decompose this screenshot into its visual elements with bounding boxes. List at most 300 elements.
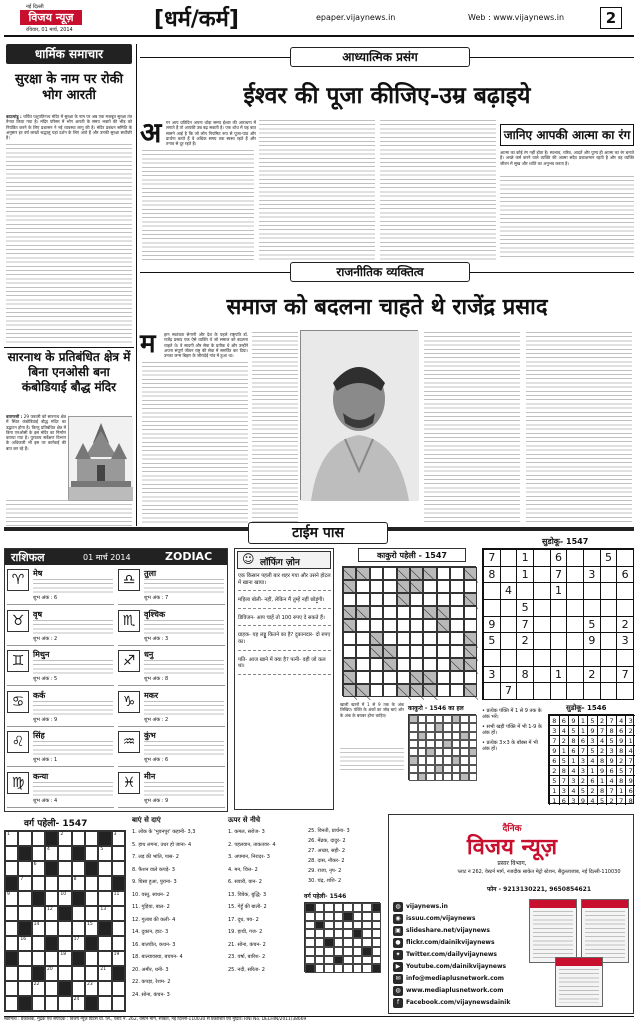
promo-link-row[interactable] (393, 997, 523, 1009)
horoscope-sign (7, 770, 114, 808)
down-clue: 2. पहलवान, ताकतवर- 4 (228, 841, 276, 848)
crossword-block (5, 951, 18, 966)
section-name: धर्म/कर्म (164, 7, 229, 32)
kakuro-cell (450, 567, 463, 580)
kakuro-answer-cell (469, 740, 478, 748)
sudoku-cell (566, 632, 583, 649)
kakuro-clue-cell (343, 567, 356, 580)
kakuro-answer-cell (469, 715, 478, 723)
sign-text (33, 660, 113, 674)
crossword-answer-cell (353, 938, 363, 947)
sudoku-answer-cell: 7 (606, 785, 616, 795)
sign-text (33, 782, 113, 796)
crossword-answer-title: वर्ग पहेली- 1546 (304, 893, 347, 900)
crossword-cell (32, 876, 45, 891)
crossword-cell (58, 831, 71, 846)
crossword-answer-cell (305, 921, 315, 930)
political-body: हान स्वतंत्रता सेनानी और देश के पहले राष्ट्रपति डॉ. राजेंद्र प्रसाद एक ऐसे व्यक्ति थे जो समाज को बदलना चाहते थे। वे सादगी और सेवा के प्रतीक थे और उन्होंने अपना संपूर्ण जीवन राष्ट्र की सेवा में समर्पित कर दिया। उनका जन्म बिहार के जीरादेई गांव में हुआ था। (164, 332, 248, 359)
promo-link-text: www.mediaplusnetwork.com (406, 987, 504, 994)
sudoku-cell (500, 566, 517, 583)
sudoku-answer-cell: 6 (616, 725, 626, 735)
kakuro-answer-cell (426, 715, 435, 723)
sudoku-answer-cell: 6 (587, 775, 597, 785)
sudoku-cell: 3 (583, 566, 600, 583)
soul-color-headline: जानिए आपकी आत्मा का रंग (503, 128, 631, 142)
promo-link-row[interactable] (393, 973, 523, 985)
crossword-cell (112, 951, 125, 966)
crossword-cell (72, 921, 85, 936)
spiritual-body: गर आप प्रतिदिन अपना थोड़ा समय ईश्वर की आराधना में लगाते हैं तो आपकी उम्र बढ़ सकती है। एक शोध में यह बात सामने आई है कि जो लोग नियमित रूप से पूजा-पाठ और प्रार्थना करते हैं वे अधिक समय तक स्वस्थ रहते हैं और तनाव से दूर रहते हैं। (166, 120, 256, 147)
sudoku-cell: 8 (516, 666, 533, 683)
sudoku-answer-cell: 1 (559, 745, 569, 755)
crossword-answer-cell (362, 956, 372, 965)
sudoku-answer-title: सुडोकू- 1546 (566, 704, 607, 712)
left-column (4, 44, 134, 526)
crossword-answer-cell (315, 938, 325, 947)
kakuro-cell (437, 593, 450, 606)
email-icon: ✉ (393, 974, 403, 984)
sudoku-cell: 9 (483, 616, 500, 633)
sudoku-cell (533, 599, 550, 616)
sudoku-cell: 9 (583, 632, 600, 649)
epaper-url[interactable]: epaper.vijaynews.in (316, 13, 396, 22)
sudoku-answer-cell: 7 (559, 775, 569, 785)
kakuro-clue-cell (464, 645, 477, 658)
kakuro-answer-cell (469, 773, 478, 781)
rajendra-prasad-photo (300, 330, 418, 500)
sign-text (144, 620, 224, 634)
sudoku-cell (533, 649, 550, 666)
crossword-cell (45, 996, 58, 1011)
sudoku-answer-cell: 6 (625, 785, 635, 795)
sudoku-answer-cell: 6 (559, 795, 569, 805)
crossword-number: 23 (87, 982, 93, 987)
kakuro-cell (356, 580, 369, 593)
horoscope-sign (7, 729, 114, 767)
crossword-answer-cell (372, 921, 382, 930)
sudoku-answer-cell: 7 (597, 725, 607, 735)
spiritual-headline: ईश्वर की पूजा कीजिए-उम्र बढ़ाइये (243, 83, 531, 109)
kakuro-answer-clue (435, 723, 444, 731)
crossword-cell (58, 966, 71, 981)
sudoku-cell: 6 (550, 549, 567, 566)
sudoku-answer-cell: 5 (549, 775, 559, 785)
crossword-cell (98, 891, 111, 906)
crossword-answer-cell (343, 921, 353, 930)
across-clue: 11. गुड़िया, बाल- 2 (132, 904, 170, 910)
web-url[interactable]: Web : www.vijaynews.in (468, 13, 565, 22)
kakuro-answer-cell (443, 732, 452, 740)
crossword-cell (58, 921, 71, 936)
kakuro-answer-cell (426, 740, 435, 748)
horoscope-sign (118, 729, 225, 767)
article-sarnath-filler (6, 500, 132, 526)
section-title (154, 7, 239, 33)
political-body-col1 (142, 362, 248, 524)
kakuro-clue-cell (343, 658, 356, 671)
sudoku-answer-cell: 3 (549, 725, 559, 735)
kakuro-clue-cell (464, 567, 477, 580)
crossword-answer-cell (362, 903, 372, 912)
sign-name: धनु (144, 650, 154, 659)
kakuro-clue-cell (464, 593, 477, 606)
crossword-number: 15 (87, 922, 93, 927)
sudoku-answer-cell: 6 (578, 735, 588, 745)
sudoku-cell (566, 549, 583, 566)
crossword-answer-cell (305, 912, 315, 921)
crossword-answer-cell (362, 964, 372, 973)
crossword-cell (58, 951, 71, 966)
kakuro-cell (383, 684, 396, 697)
crossword-cell (98, 876, 111, 891)
crossword-title: वर्ग पहेली- 1547 (24, 819, 88, 829)
article-security-filler (6, 144, 132, 344)
sudoku-answer-cell: 3 (625, 715, 635, 725)
crossword-answer-cell (324, 964, 334, 973)
kakuro-cell (356, 658, 369, 671)
zodiac-8-icon: ♏ (118, 610, 140, 632)
sudoku-cell: 8 (483, 566, 500, 583)
sudoku-rule: • प्रत्येक पंक्ति में 1 से 9 तक के अंक भरें। (482, 708, 542, 721)
sign-text (33, 579, 113, 593)
kakuro-cell (356, 671, 369, 684)
sudoku-cell (500, 616, 517, 633)
kakuro-answer-cell (409, 765, 418, 773)
spiritual-section-banner: आध्यात्मिक प्रसंग (290, 47, 470, 67)
kakuro-cell (356, 593, 369, 606)
crossword-answer-cell (353, 921, 363, 930)
kakuro-cell (423, 658, 436, 671)
crossword-answer-cell (353, 956, 363, 965)
kakuro-title: काकुरो पहेली - 1547 (358, 548, 466, 562)
promo-link-row[interactable] (393, 913, 523, 925)
crossword-answer-cell (305, 947, 315, 956)
sudoku-answer-cell: 3 (568, 795, 578, 805)
soul-color-filler (500, 176, 634, 260)
political-body-col3 (424, 332, 520, 522)
sudoku-cell (500, 599, 517, 616)
sudoku-answer-cell: 7 (606, 715, 616, 725)
kakuro-answer-clue (469, 748, 478, 756)
sudoku-cell (600, 566, 617, 583)
sudoku-cell (516, 582, 533, 599)
crossword-answer-cell (334, 903, 344, 912)
kakuro-cell (423, 632, 436, 645)
crossword-cell (5, 861, 18, 876)
kakuro-clue-cell (464, 658, 477, 671)
kakuro-answer-cell (418, 715, 427, 723)
crossword-cell (85, 891, 98, 906)
youtube-icon: ▶ (393, 962, 403, 972)
kakuro-clue-cell (383, 658, 396, 671)
horoscope-sign (118, 689, 225, 727)
sudoku-cell (483, 582, 500, 599)
kakuro-cell (437, 671, 450, 684)
across-clue: 8. फैशन वाले कपड़े- 3 (132, 866, 175, 873)
down-clues-extra (308, 826, 384, 886)
kakuro-answer-cell (435, 732, 444, 740)
crossword-panel (4, 814, 384, 1014)
kakuro-cell (423, 580, 436, 593)
sudoku-cell: 2 (516, 632, 533, 649)
kakuro-answer-cell (409, 740, 418, 748)
zodiac-7-icon: ♎ (118, 569, 140, 591)
sudoku-cell (616, 599, 633, 616)
sign-name: कुंभ (144, 731, 156, 740)
crossword-cell (98, 981, 111, 996)
crossword-answer-block (343, 912, 353, 921)
down-clue: 21. सोना, कंचन- 2 (228, 941, 266, 948)
zodiac-1-icon: ♈ (7, 569, 29, 591)
political-rule-left (140, 272, 290, 273)
sudoku-answer-cell: 9 (625, 775, 635, 785)
crossword-cell (18, 906, 31, 921)
sign-lucky: शुभ अंक : 2 (33, 635, 58, 642)
sudoku-cell (483, 682, 500, 699)
crossword-cell (32, 951, 45, 966)
crossword-answer-cell (353, 947, 363, 956)
sudoku-answer-cell: 5 (587, 745, 597, 755)
sudoku-answer-cell: 4 (559, 725, 569, 735)
kakuro-answer-cell (460, 723, 469, 731)
promo-link-row[interactable] (393, 901, 523, 913)
crossword-cell (85, 906, 98, 921)
kakuro-cell (383, 606, 396, 619)
down-clue: 23. वर्षा, बारिश- 2 (228, 954, 266, 960)
promo-link-row[interactable] (393, 961, 523, 973)
sudoku-cell (500, 649, 517, 666)
crossword-block (112, 966, 125, 981)
crossword-cell (5, 906, 18, 921)
promo-link-row[interactable] (393, 937, 523, 949)
horoscope-title: राशिफल (11, 551, 45, 564)
down-clue: 26. मेंढक, दादुर- 2 (308, 838, 346, 844)
kakuro-answer-cell (469, 732, 478, 740)
sudoku-answer-cell: 7 (625, 765, 635, 775)
sudoku-answer-cell: 4 (568, 765, 578, 775)
kakuro-clue-cell (410, 671, 423, 684)
kakuro-answer-cell (443, 748, 452, 756)
crossword-cell (18, 981, 31, 996)
crossword-answer-cell (353, 903, 363, 912)
crossword-grid (4, 830, 126, 1012)
crossword-answer-cell (334, 938, 344, 947)
crossword-answer-cell (305, 929, 315, 938)
newspaper-thumbnails (529, 899, 629, 1009)
kakuro-cell (450, 593, 463, 606)
promo-link-row[interactable] (393, 949, 523, 961)
kakuro-clue-cell (397, 593, 410, 606)
kakuro-answer-cell (409, 773, 418, 781)
sign-name: मीन (144, 771, 156, 781)
down-title: ऊपर से नीचे (228, 816, 261, 824)
sudoku-cell (533, 549, 550, 566)
sudoku-cell: 2 (616, 616, 633, 633)
crossword-number: 3 (113, 832, 117, 837)
across-clue: 9. घिसा हुआ, पुराना- 3 (132, 879, 177, 885)
crossword-cell (98, 846, 111, 861)
promo-link-text: slideshare.net/vijaynews (406, 927, 490, 934)
sudoku-answer-cell: 2 (616, 755, 626, 765)
crossword-block (58, 981, 71, 996)
sudoku-answer-cell: 8 (597, 755, 607, 765)
kakuro-clue-cell (370, 632, 383, 645)
sign-text (33, 741, 113, 755)
crossword-cell (85, 921, 98, 936)
kakuro-answer-cell (426, 773, 435, 781)
kakuro-answer-cell (426, 732, 435, 740)
kakuro-answer-cell (418, 756, 427, 764)
crossword-block (45, 831, 58, 846)
sudoku-answer-cell: 8 (616, 775, 626, 785)
kakuro-cell (370, 567, 383, 580)
kakuro-cell (450, 645, 463, 658)
promo-link-row[interactable] (393, 985, 523, 997)
twitter-icon: ✦ (393, 950, 403, 960)
crossword-number: 7 (20, 877, 24, 882)
sign-name: सिंह (33, 731, 45, 740)
kakuro-cell (370, 593, 383, 606)
sudoku-grid (482, 548, 634, 700)
bracket-right: ] (228, 7, 239, 32)
kakuro-cell (370, 619, 383, 632)
crossword-number: 18 (60, 952, 67, 957)
crossword-number: 9 (7, 892, 10, 897)
promo-links (393, 901, 523, 1009)
kakuro-answer-cell (426, 723, 435, 731)
crossword-number: 11 (113, 892, 120, 897)
kakuro-clue-cell (356, 684, 369, 697)
kakuro-answer-cell (435, 756, 444, 764)
sudoku-answer-cell: 4 (625, 745, 635, 755)
horoscope-sign (7, 689, 114, 727)
kakuro-answer-clue (460, 773, 469, 781)
zodiac-10-icon: ♑ (118, 691, 140, 713)
article-text: 29 फरवरी को सारनाथ क्षेत्र में स्थित कंबोडियाई बौद्ध मंदिर का उद्घाटन होना है। किन्तु प्रतिबंधित क्षेत्र में बिना एनओसी के इस मंदिर का निर्माण कराया गया है। पुरातत्व सर्वेक्षण विभाग के अधिकारी भी इस पर कार्रवाई की बात कर रहे हैं। (6, 414, 66, 451)
crossword-cell (112, 996, 125, 1011)
crossword-answer-grid (304, 902, 380, 972)
crossword-cell (112, 861, 125, 876)
sudoku-answer-cell: 2 (549, 765, 559, 775)
zodiac-4-icon: ♋ (7, 691, 29, 713)
crossword-cell (112, 921, 125, 936)
crossword-number: 17 (73, 937, 80, 942)
sign-lucky: शुभ अंक : 5 (33, 676, 58, 682)
column-divider (136, 44, 137, 526)
down-clue: 6. सवारी, यान- 2 (228, 879, 262, 885)
kakuro-cell (450, 671, 463, 684)
crossword-cell (72, 906, 85, 921)
sudoku-cell (550, 616, 567, 633)
promo-panel (388, 814, 634, 1014)
divider (4, 347, 134, 348)
crossword-cell (98, 966, 111, 981)
crossword-answer-block (353, 929, 363, 938)
sudoku-cell: 7 (550, 566, 567, 583)
crossword-cell (45, 981, 58, 996)
sudoku-answer-cell: 7 (616, 795, 626, 805)
kakuro-clue-cell (450, 658, 463, 671)
across-clue: 16. बातचीत, कथन- 3 (132, 941, 176, 948)
crossword-cell (98, 936, 111, 951)
crossword-number: 16 (20, 937, 27, 942)
crossword-number: 8 (73, 877, 77, 882)
kakuro-cell (383, 567, 396, 580)
crossword-cell (58, 936, 71, 951)
joke-item: ग्राहक- यह लड्डू कितने का है? दुकानदार- दो रुपए का। (238, 632, 331, 650)
horoscope-header (5, 549, 227, 565)
kakuro-cell (397, 658, 410, 671)
crossword-answer-cell (372, 956, 382, 965)
temple-photo (68, 416, 132, 500)
zodiac-11-icon: ♒ (118, 731, 140, 753)
sign-name: मेष (33, 569, 43, 578)
sudoku-cell: 7 (500, 682, 517, 699)
promo-link-text: vijaynews.in (406, 903, 448, 910)
sudoku-cell (566, 582, 583, 599)
crossword-block (112, 876, 125, 891)
crossword-block (18, 996, 31, 1011)
kakuro-cell (423, 619, 436, 632)
jokes-title-box (237, 551, 331, 569)
crossword-block (5, 876, 18, 891)
crossword-number: 21 (100, 967, 107, 972)
sudoku-cell (550, 632, 567, 649)
political-rule-right (470, 272, 634, 273)
crossword-block (98, 831, 111, 846)
crossword-cell (45, 876, 58, 891)
sudoku-answer-cell: 7 (578, 745, 588, 755)
crossword-block (85, 861, 98, 876)
horoscope-sign (7, 608, 114, 646)
sudoku-cell: 5 (600, 549, 617, 566)
sign-name: तुला (144, 569, 157, 578)
kakuro-answer-cell (460, 715, 469, 723)
crossword-cell (5, 936, 18, 951)
kakuro-clue-cell (437, 619, 450, 632)
sudoku-answer-cell: 5 (606, 735, 616, 745)
kakuro-diagonal (398, 687, 411, 700)
sudoku-answer-cell: 4 (587, 755, 597, 765)
kakuro-answer-clue (435, 765, 444, 773)
crossword-cell (45, 921, 58, 936)
sign-name: कर्क (33, 690, 46, 700)
sudoku-cell: 5 (516, 599, 533, 616)
sudoku-cell: 1 (550, 666, 567, 683)
sudoku-cell (583, 549, 600, 566)
sudoku-rule: • प्रत्येक 3×3 के बॉक्स में भी अंक हों। (482, 739, 538, 753)
zodiac-6-icon: ♍ (7, 772, 29, 794)
crossword-cell (72, 981, 85, 996)
kakuro-clue-cell (464, 684, 477, 697)
sudoku-cell: 5 (483, 632, 500, 649)
crossword-answer-cell (343, 938, 353, 947)
kakuro-cell (383, 580, 396, 593)
crossword-cell (58, 876, 71, 891)
masthead (4, 3, 634, 37)
kakuro-answer-cell (418, 748, 427, 756)
crossword-answer-cell (362, 929, 372, 938)
crossword-answer-block (372, 903, 382, 912)
kakuro-answer-clue (418, 773, 427, 781)
sudoku-answer-cell: 6 (606, 765, 616, 775)
crossword-block (32, 891, 45, 906)
sudoku-cell: 7 (483, 549, 500, 566)
kakuro-clue-cell (397, 684, 410, 697)
sudoku-cell (600, 649, 617, 666)
promo-link-row[interactable] (393, 925, 523, 937)
sudoku-cell (600, 599, 617, 616)
